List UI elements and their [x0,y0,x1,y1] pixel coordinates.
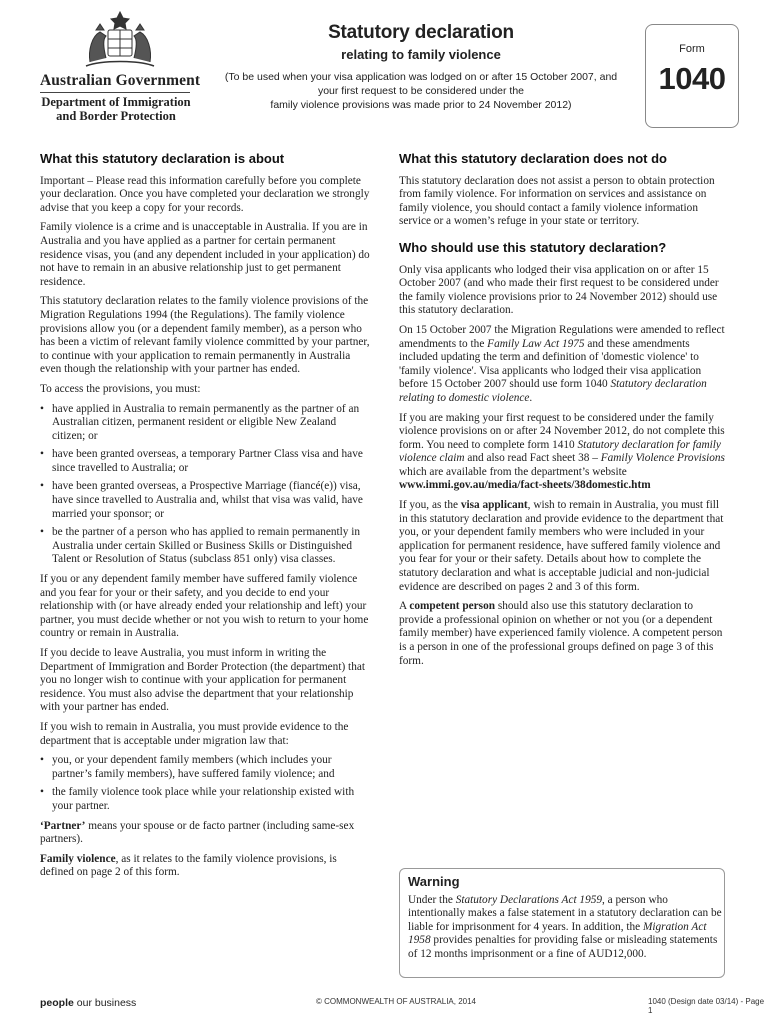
page-title: Statutory declaration [328,22,514,43]
paragraph [399,600,729,668]
section-heading-does-not-do: What this statutory declaration does not do [399,151,667,166]
right-column [399,152,729,674]
definition: , as it relates to the family violence provisions, is defined on page 2 of this form. [40,852,337,879]
warning-heading: Warning [408,874,460,889]
page-subtitle: relating to family violence [341,47,501,62]
list-item: • the family violence took place while your relationship existed with your partner. [52,786,370,813]
term: ‘Partner’ [40,819,86,832]
title-block [216,22,626,112]
paragraph [399,499,729,594]
text: If you, as the [399,499,461,512]
brand-bold: people [40,997,74,1009]
list-item: • have been granted overseas, a Prospective Marriage (fiancé(e)) visa, have since travelled to Australia and, whilst that visa was valid, have married your sponsor; or [52,480,370,521]
section-heading-who-should-use: Who should use this statutory declaration? [399,239,667,255]
note-line-2: your first request to be considered under the [317,85,525,97]
list-item: • have applied in Australia to remain permanently as the partner of an Australian citizen, permanent resident or eligible New Zealand citizen; or [52,403,370,444]
text: , wish to remain in Australia, you must fill in this statutory declaration and provide evidence to the department that you, or your dependent family members who were included in your application for permanent residence, have suffered family violence and you fear for your or their safety. Details about how to complete the statutory declaration and what is acceptable judicial and non-judicial evidence are described on pages 2 and 3 of this form. [399,499,724,593]
paragraph: Only visa applicants who lodged their visa application on or after 15 October 2007 (and who made their first request to be considered under the family violence provisions prior to 24 November 2012) should use this statutory declaration. [399,263,719,317]
list-item: • you, or your dependent family members (which includes your partner’s family members), have suffered family violence; and [52,754,370,781]
department-line-2: and Border Protection [56,109,176,123]
text: which are available from the department’s website [399,465,627,478]
website-link[interactable]: www.immi.gov.au/media/fact-sheets/38domestic.htm [399,479,651,492]
footer-page-number: 1040 (Design date 03/14) - Page 1 [648,997,765,1015]
act-title: Family Law Act 1975 [487,337,585,350]
warning-box [399,868,725,978]
definition: means your spouse or de facto partner (including same-sex partners). [40,819,355,846]
note-line-1: (To be used when your visa application was lodged on or after 15 October 2007, and [224,71,618,83]
family-violence-definition [40,853,370,880]
form-title: Statutory declaration relating to domestic violence [399,378,707,404]
list-item: • be the partner of a person who has applied to remain permanently in Australia under certain Skilled or Business Skills or Distinguished Talent or Resolution of Status (subclass 851 only) visa classes. [52,526,370,567]
coat-of-arms-icon [78,10,162,70]
warning-text [408,894,724,962]
text: . [529,391,533,404]
footer-brand [40,997,136,1009]
paragraph: If you or any dependent family member have suffered family violence and you fear for your or their safety, and you decide to end your relationship with (or have already ended your relationship and left) your partner, you must decide whether or not you wish to return to your home country or remain in Australia. [40,573,369,640]
form-label: Form [679,43,705,55]
evidence-list [40,754,370,813]
paragraph: If you wish to remain in Australia, you must provide evidence to the department that is acceptable under migration law that: [40,720,349,747]
divider [40,92,190,93]
paragraph: Family violence is a crime and is unacceptable in Australia. If you are in Australia and you have applied as a partner for certain permanent residence visas, you (and any dependent included in your application) do not have to remain in an abusive relationship just to get permanent residence. [40,221,370,288]
paragraph: To access the provisions, you must: [40,382,201,395]
term: visa applicant [460,499,528,512]
text: and these amendments included updating the term and definition of 'domestic violence' to 'family violence'. Visa applicants who lodged their visa application before 15 October 2007 should use form 1040 [399,337,702,391]
requirements-list [40,403,370,568]
footer-copyright: © COMMONWEALTH OF AUSTRALIA, 2014 [316,997,476,1006]
text: and also read Fact sheet 38 – [464,452,601,465]
left-column [40,152,370,886]
paragraph: Important – Please read this information carefully before you complete your declaration. Once you have completed your declaration we strongly advise that you keep a copy for your records. [40,174,370,214]
paragraph: This statutory declaration relates to the family violence provisions of the Migration Regulations 1994 (the Regulations). The family violence provisions allow you (or a dependent family member), as a person who has been a victim of relevant family violence committed by your partner, to continue with your application to remain permanently in Australia even though the relationship with your partner has ended. [40,295,370,376]
partner-definition [40,820,370,847]
department-name [40,95,192,123]
act-title: Migration Act 1958 [408,920,707,947]
brand-rest: our business [73,997,137,1009]
text: A [399,600,410,613]
form-number-box [645,24,739,128]
term: Family violence [40,852,116,865]
term: competent person [409,600,496,613]
paragraph [399,412,729,494]
text: Under the [408,893,456,906]
fact-sheet-title: Family Violence Provisions [600,452,725,465]
paragraph [399,324,729,406]
text: provides penalties for providing false or misleading statements of 12 months imprisonment or a fine of AUD12,000. [408,934,718,960]
text: On 15 October 2007 the Migration Regulations were amended to reflect amendments to the [399,323,725,350]
paragraph: If you decide to leave Australia, you must inform in writing the Department of Immigration and Border Protection (the department) that you no longer wish to continue with your application for permanent residence. You must also advise the department that your relationship with your partner has ended. [40,647,365,714]
government-name: Australian Government [40,72,201,89]
note-line-3: family violence provisions was made prior to 24 November 2012) [270,99,572,111]
text: should also use this statutory declaration to provide a professional opinion on whether or not you (or a dependent family member) have experienced family violence. A competent person is a person in one of the professional groups defined on page 3 of this form. [399,600,723,667]
act-title: Statutory Declarations Act 1959 [455,893,603,906]
text: If you are making your first request to be considered under the family violence provisions on or after 24 November 2012, do not complete this form. You need to complete form 1410 [399,411,725,451]
department-line-1: Department of Immigration [41,95,191,109]
list-item: • have been granted overseas, a temporary Partner Class visa and have since travelled to Australia; or [52,448,370,475]
text: , a person who intentionally makes a false statement in a statutory declaration can be liable for imprisonment for 4 years. In addition, the [408,893,722,933]
form-title: Statutory declaration for family violence claim [399,438,721,465]
section-heading-about: What this statutory declaration is about [40,151,285,166]
form-number: 1040 [658,61,726,96]
paragraph: This statutory declaration does not assist a person to obtain protection from family violence. For information on services and assistance on family violence, you should contact a family violence information service or a women’s refuge in your state or territory. [399,174,715,228]
